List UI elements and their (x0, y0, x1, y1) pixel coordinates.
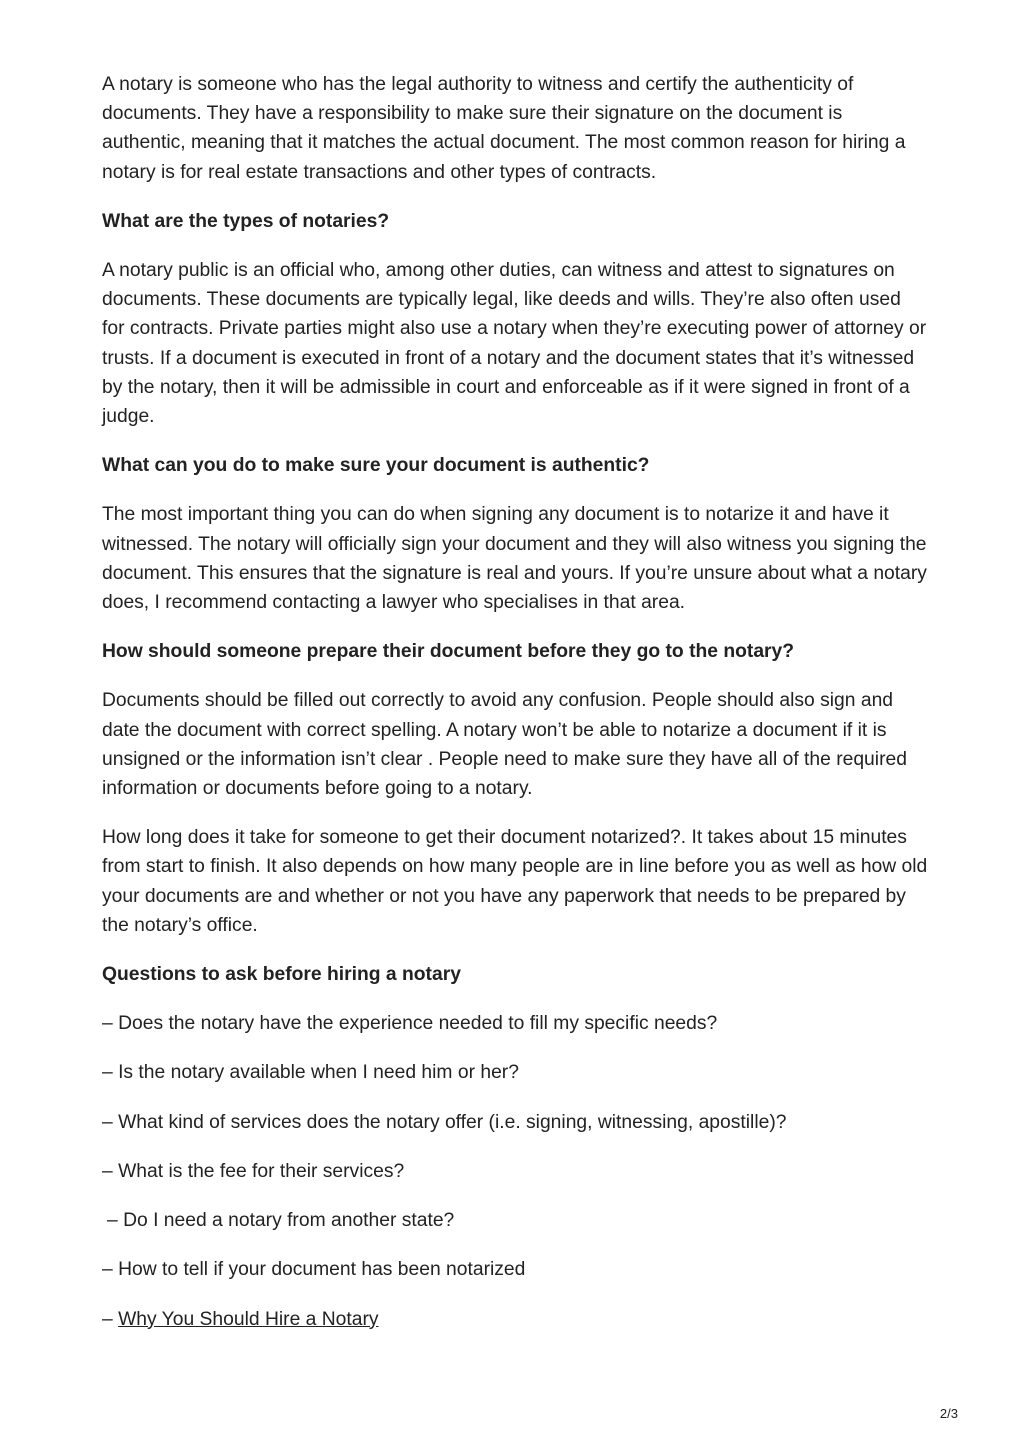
why-hire-notary-link[interactable]: Why You Should Hire a Notary (118, 1308, 379, 1330)
list-item: – Do I need a notary from another state? (107, 1210, 455, 1232)
questions-list (102, 1009, 928, 1333)
list-dash: – (102, 1308, 119, 1330)
document-body (102, 70, 928, 1354)
list-item: – How to tell if your document has been notarized (102, 1259, 526, 1281)
authentic-paragraph: The most important thing you can do when signing any document is to notarize it and have it witnessed. The notary will officially sign your document and they will also witness you signing the document. This ensures that the signature is real and yours. If you’re unsure about what a notary does, I recommend contacting a lawyer who specialises in that area. (102, 504, 927, 614)
list-item: – What kind of services does the notary offer (i.e. signing, witnessing, apostille)? (102, 1111, 787, 1133)
list-item: – Does the notary have the experience needed to fill my specific needs? (102, 1013, 718, 1035)
prepare-paragraph: Documents should be filled out correctly to avoid any confusion. People should also sign and date the document with correct spelling. A notary won’t be able to notarize a document if it is unsigned or the information isn’t clear . People need to make sure they have all of the required information or documents before going to a notary. (102, 690, 907, 800)
heading-document-authentic: What can you do to make sure your document is authentic? (102, 455, 650, 477)
list-item: – What is the fee for their services? (102, 1160, 405, 1182)
page-number: 2/3 (939, 1406, 958, 1421)
list-item: – Is the notary available when I need him or her? (102, 1062, 519, 1084)
intro-paragraph: A notary is someone who has the legal authority to witness and certify the authenticity of documents. They have a responsibility to make sure their signature on the document is authentic, meaning that it matches the actual document. The most common reason for hiring a notary is for real estate transactions and other types of contracts. (102, 74, 906, 183)
duration-paragraph: How long does it take for someone to get their document notarized?. It takes about 15 minutes from start to finish. It also depends on how many people are in line before you as well as how old your documents are and whether or not you have any paperwork that needs to be prepared by the notary’s office. (102, 827, 928, 936)
types-paragraph: A notary public is an official who, among other duties, can witness and attest to signatures on documents. These documents are typically legal, like deeds and wills. They’re also often used for contracts. Private parties might also use a notary when they’re executing power of attorney or trusts. If a document is executed in front of a notary and the document states that it’s witnessed by the notary, then it will be admissible in court and enforceable as if it were signed in front of a judge. (102, 260, 927, 428)
heading-types-of-notaries: What are the types of notaries? (102, 210, 390, 232)
list-item-link (102, 1305, 928, 1334)
heading-questions: Questions to ask before hiring a notary (102, 964, 461, 986)
heading-prepare-document: How should someone prepare their document before they go to the notary? (102, 641, 795, 663)
